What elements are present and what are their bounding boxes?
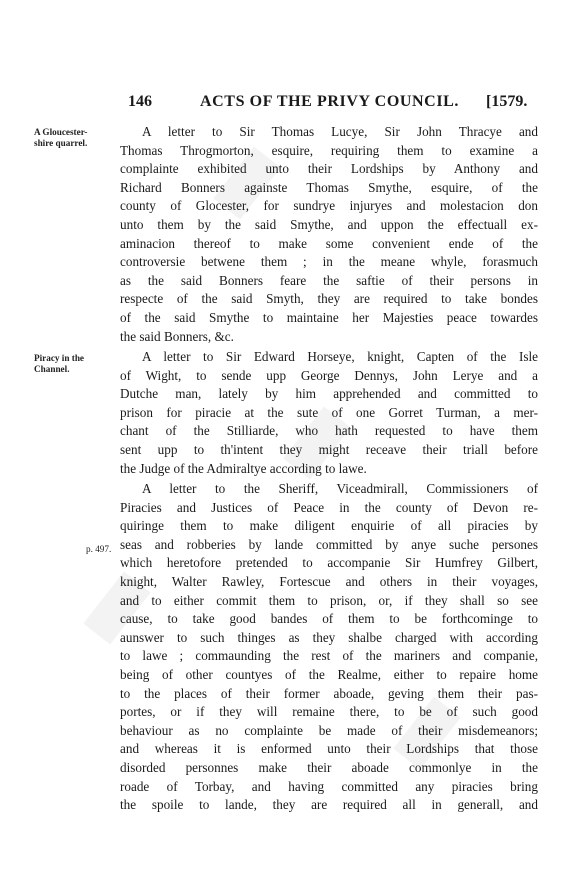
margin-note-line: Piracy in the [34, 353, 85, 363]
text-line: which heretofore pretended to accompanie Sir Humfrey Gilbert, [120, 555, 538, 571]
running-title: ACTS OF THE PRIVY COUNCIL. [200, 93, 460, 110]
margin-note-gloucestershire [34, 127, 116, 149]
text-line: of Wight, to sende upp George Dennys, John Lerye and a [120, 367, 538, 383]
text-line: Thomas Throgmorton, esquire, requiring them to examine a [120, 142, 538, 158]
text-line: as the said Bonners feare the saftie of their persons in [120, 272, 538, 288]
text-line: disorded personnes make their aboade commonlye in the [120, 759, 538, 775]
text-line: county of Glocester, for sundrye injuryes and molestacion don [120, 198, 538, 214]
text-line: to the places of their former aboade, geving them their pas- [120, 685, 538, 701]
text-line: and whereas it is enformed unto their Lordships that those [120, 741, 538, 757]
text-line: roade of Torbay, and having committed any piracies bring [120, 778, 538, 794]
page-marker: p. 497. [86, 544, 112, 554]
text-line: A letter to the Sheriff, Viceadmirall, Commissioners of [142, 481, 538, 496]
margin-note-piracy [34, 353, 116, 375]
text-line: cause, to take good bandes of them to be forthcominge to [120, 611, 538, 627]
paragraph-piracy-channel [120, 348, 538, 478]
text-line: portes, or if they will remaine there, to be of such good [120, 704, 538, 720]
text-line: seas and robberies by lande committed by anye suche persones [120, 536, 538, 552]
text-line: sent upp to th'intent they might receave their triall before [120, 441, 538, 457]
text-line: the said Bonners, &c. [120, 328, 234, 344]
text-line: aminacion thereof to make some convenient ende of the [120, 235, 538, 251]
text-line: A letter to Sir Thomas Lucye, Sir John Thracye and [142, 124, 538, 139]
text-line: A letter to Sir Edward Horseye, knight, Capten of the Isle [142, 349, 538, 364]
text-line: of the said Smythe to maintaine her Majesties peace towardes [120, 309, 538, 325]
text-line: and to either commit them to prison, or, if they shall so see [120, 592, 538, 608]
text-line: prison for piracie at the sute of one Gorret Turman, a mer- [120, 404, 538, 420]
text-line: Richard Bonners againste Thomas Smythe, esquire, of the [120, 179, 538, 195]
paragraph-gloucester-quarrel [120, 123, 538, 346]
paragraph-devon-piracies [120, 480, 538, 815]
text-line: respecte of the said Smyth, they are required to take bondes [120, 291, 538, 307]
text-line: chant of the Stilliarde, who hath requested to have them [120, 423, 538, 439]
text-line: Piracies and Justices of Peace in the county of Devon re- [120, 499, 538, 515]
text-line: knight, Walter Rawley, Fortescue and others in their voyages, [120, 573, 538, 589]
page-number: 146 [128, 93, 152, 110]
year-marker: [1579. [486, 93, 528, 110]
text-line: unto them by the said Smythe, and uppon the effectuall ex- [120, 216, 538, 232]
text-line: behaviour as no complainte be made of their misdemeanors; [120, 722, 538, 738]
text-line: the Judge of the Admiraltye according to lawe. [120, 460, 367, 476]
text-line: aunswer to such thinges as they shalbe charged with according [120, 629, 538, 645]
text-line: Dutche man, lately by him apprehended and committed to [120, 386, 538, 402]
text-line: complainte exhibited unto their Lordships by Anthony and [120, 161, 538, 177]
text-line: to lawe ; commaunding the rest of the mariners and companie, [120, 648, 538, 664]
margin-note-line: Channel. [34, 364, 70, 374]
text-line: being of other countyes of the Realme, either to repaire home [120, 666, 538, 682]
text-line: the spoile to lande, they are required all in generall, and [120, 797, 538, 813]
margin-note-line: A Gloucester- [34, 127, 88, 137]
text-line: controversie betwene them ; in the meane whyle, forasmuch [120, 254, 538, 270]
running-header [0, 93, 567, 113]
margin-note-line: shire quarrel. [34, 138, 88, 148]
text-line: quiringe them to make diligent enquirie of all piracies by [120, 518, 538, 534]
